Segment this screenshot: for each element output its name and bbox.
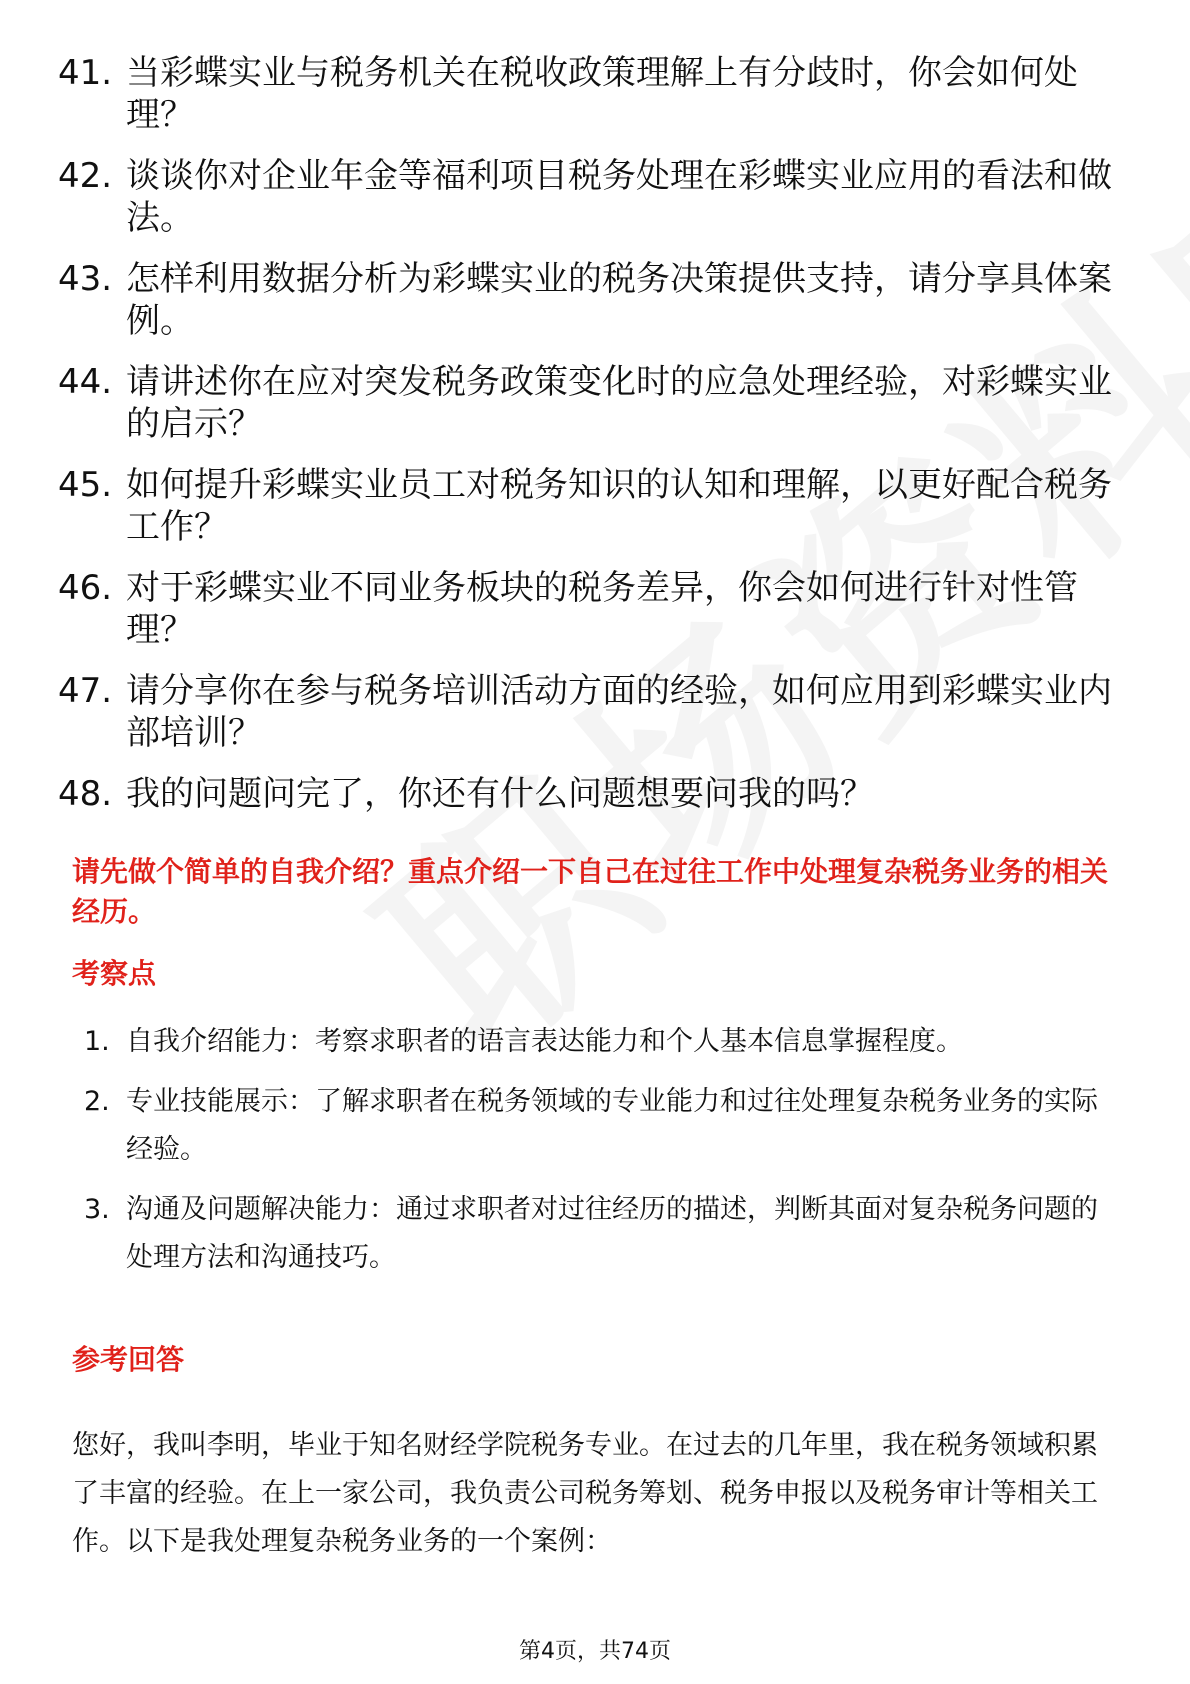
- question-item: [58, 361, 1118, 445]
- reference-answer: 您好，我叫李明，毕业于知名财经学院税务专业。在过去的几年里，我在税务领域积累了丰富的经验。在上一家公司，我负责公司税务筹划、税务申报以及税务审计等相关工作。以下是我处理复杂税务业务的一个案例：: [72, 1430, 1098, 1557]
- point-number: 3.: [84, 1194, 110, 1225]
- question-number: 43.: [58, 259, 113, 299]
- assessment-point: [84, 1078, 1124, 1174]
- question-text: 请讲述你在应对突发税务政策变化时的应急处理经验，对彩蝶实业的启示？: [126, 362, 1112, 444]
- page-footer: 第4页，共74页: [519, 1639, 671, 1664]
- assessment-list: [84, 1018, 1124, 1294]
- question-text: 谈谈你对企业年金等福利项目税务处理在彩蝶实业应用的看法和做法。: [126, 156, 1112, 238]
- featured-question: 请先做个简单的自我介绍？重点介绍一下自己在过往工作中处理复杂税务业务的相关经历。: [72, 855, 1109, 928]
- question-text: 怎样利用数据分析为彩蝶实业的税务决策提供支持，请分享具体案例。: [126, 259, 1112, 341]
- question-text: 当彩蝶实业与税务机关在税收政策理解上有分歧时，你会如何处理？: [126, 53, 1078, 135]
- point-text: 自我介绍能力：考察求职者的语言表达能力和个人基本信息掌握程度。: [126, 1026, 963, 1057]
- question-number: 48.: [58, 774, 113, 814]
- question-item: [58, 464, 1118, 548]
- question-item: [58, 258, 1118, 342]
- point-number: 2.: [84, 1086, 110, 1117]
- assessment-point: [84, 1186, 1124, 1282]
- question-number: 46.: [58, 568, 113, 608]
- question-number: 47.: [58, 671, 113, 711]
- question-number: 41.: [58, 53, 113, 93]
- point-number: 1.: [84, 1026, 110, 1057]
- question-item: [58, 567, 1118, 651]
- question-item: [58, 670, 1118, 754]
- question-text: 如何提升彩蝶实业员工对税务知识的认知和理解，以更好配合税务工作？: [126, 465, 1112, 547]
- question-item: [58, 773, 1118, 815]
- point-text: 专业技能展示：了解求职者在税务领域的专业能力和过往处理复杂税务业务的实际经验。: [126, 1086, 1098, 1165]
- question-text: 对于彩蝶实业不同业务板块的税务差异，你会如何进行针对性管理？: [126, 568, 1078, 650]
- question-text: 我的问题问完了，你还有什么问题想要问我的吗？: [126, 774, 874, 814]
- assessment-point: [84, 1018, 1124, 1066]
- question-item: [58, 155, 1118, 239]
- reference-heading: 参考回答: [72, 1343, 185, 1376]
- question-item: [58, 52, 1118, 136]
- question-list: [58, 52, 1118, 834]
- question-text: 请分享你在参与税务培训活动方面的经验，如何应用到彩蝶实业内部培训？: [126, 671, 1112, 753]
- question-number: 44.: [58, 362, 113, 402]
- point-text: 沟通及问题解决能力：通过求职者对过往经历的描述，判断其面对复杂税务问题的处理方法和沟通技巧。: [126, 1194, 1098, 1273]
- assessment-heading: 考察点: [72, 957, 157, 990]
- question-number: 42.: [58, 156, 113, 196]
- question-number: 45.: [58, 465, 113, 505]
